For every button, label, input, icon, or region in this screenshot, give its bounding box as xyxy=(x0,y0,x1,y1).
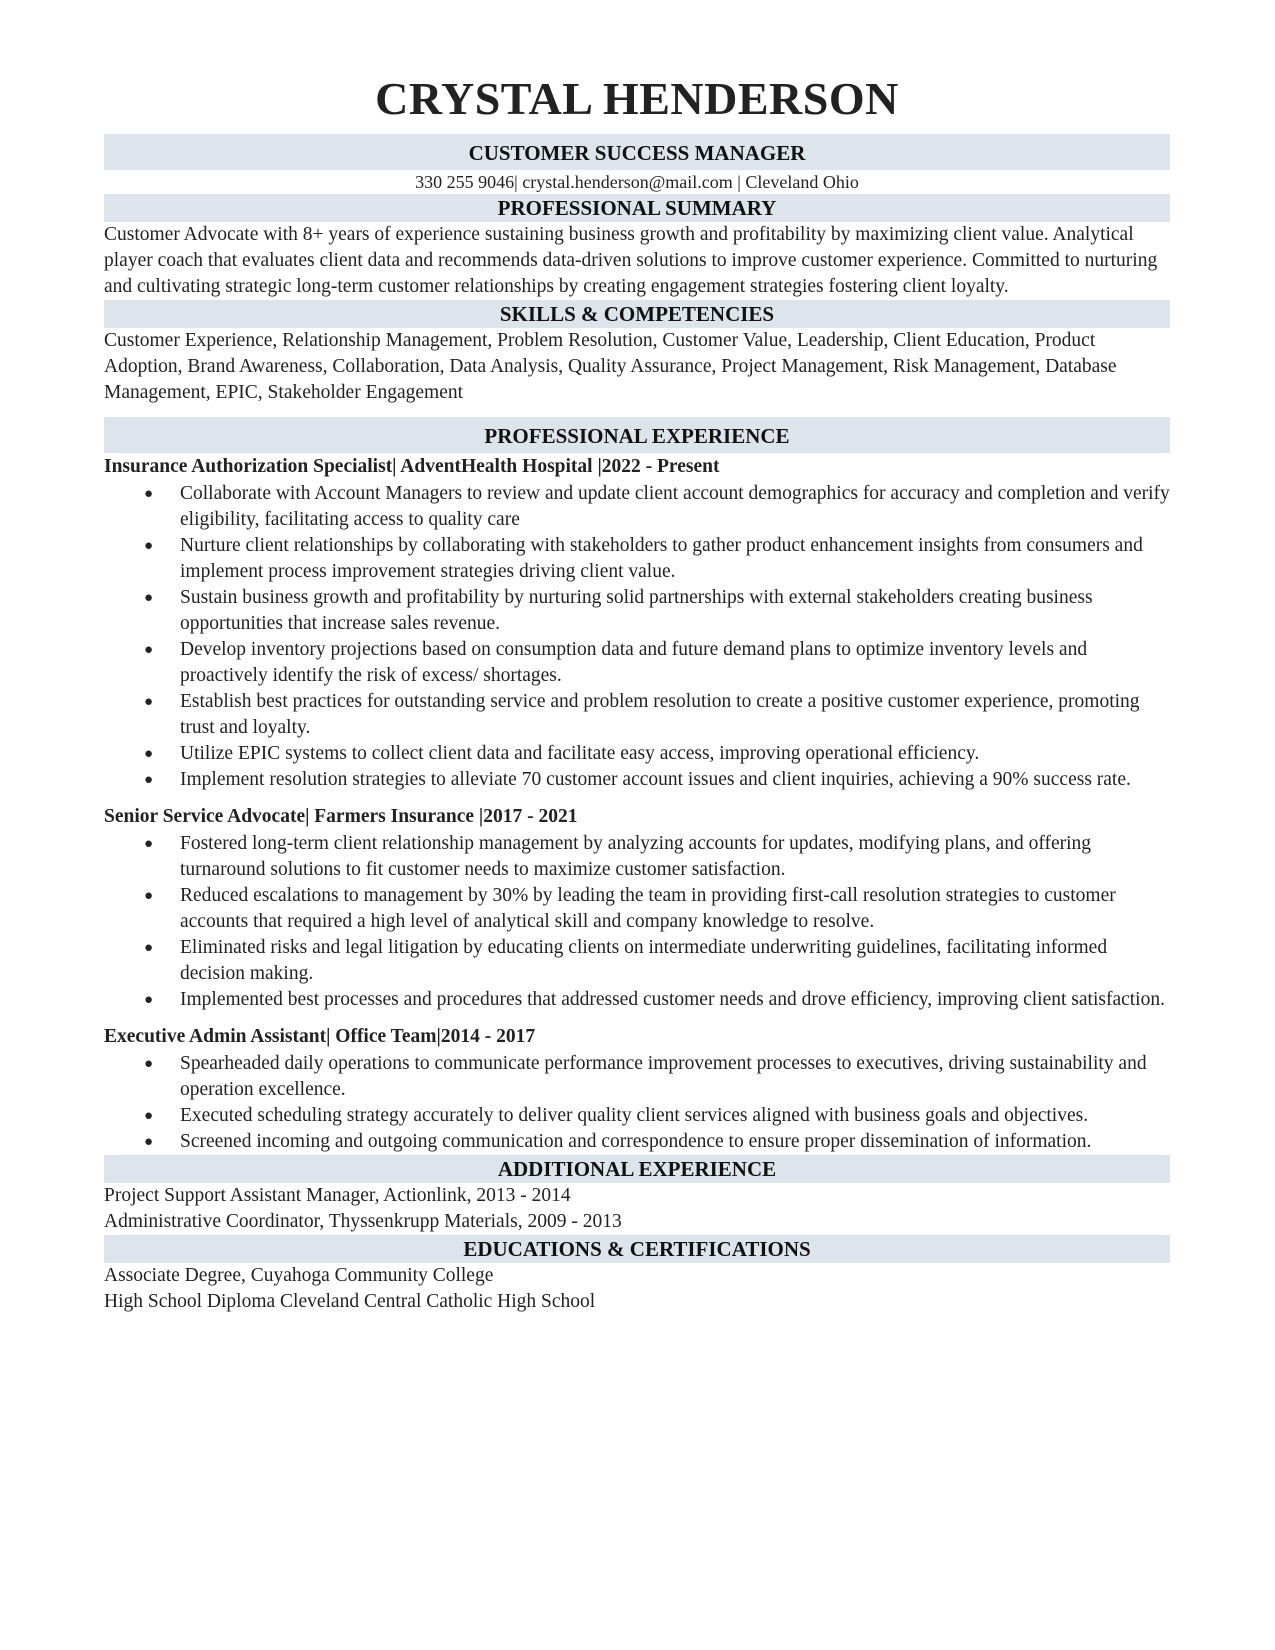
section-spacer xyxy=(104,406,1170,417)
list-item xyxy=(104,831,1170,883)
bullet-icon: ● xyxy=(144,836,154,852)
list-item xyxy=(104,767,1170,793)
list-item xyxy=(104,1129,1170,1155)
bullet-text: Utilize EPIC systems to collect client data and facilitate easy access, improving operational efficiency. xyxy=(180,743,980,764)
bullet-icon: ● xyxy=(144,694,154,710)
bullet-text: Sustain business growth and profitability by nurturing solid partnerships with external stakeholders creating business opportunities that increase sales revenue. xyxy=(180,587,1093,634)
bullet-text: Spearheaded daily operations to communicate performance improvement processes to executives, driving sustainability and operation excellence. xyxy=(180,1053,1147,1100)
experience-heading: PROFESSIONAL EXPERIENCE xyxy=(104,417,1170,453)
bullet-icon: ● xyxy=(144,642,154,658)
list-item xyxy=(104,1051,1170,1103)
job-title-band: CUSTOMER SUCCESS MANAGER xyxy=(104,134,1170,170)
bullet-icon: ● xyxy=(144,590,154,606)
list-item xyxy=(104,935,1170,987)
additional-item: Project Support Assistant Manager, Actionlink, 2013 - 2014 xyxy=(104,1185,571,1206)
list-item xyxy=(104,741,1170,767)
list-item xyxy=(104,883,1170,935)
bullet-icon: ● xyxy=(144,486,154,502)
job-bullets xyxy=(104,831,1170,1013)
bullet-icon: ● xyxy=(144,992,154,1008)
summary-heading: PROFESSIONAL SUMMARY xyxy=(104,194,1170,222)
additional-item: Administrative Coordinator, Thyssenkrupp Materials, 2009 - 2013 xyxy=(104,1211,622,1232)
job-header: Executive Admin Assistant| Office Team|2014 - 2017 xyxy=(104,1026,536,1047)
job-entry xyxy=(104,453,1170,793)
job-header: Insurance Authorization Specialist| AdventHealth Hospital |2022 - Present xyxy=(104,456,720,477)
bullet-text: Collaborate with Account Managers to review and update client account demographics for accuracy and completion and verify eligibility, facilitating access to quality care xyxy=(180,483,1170,530)
bullet-text: Nurture client relationships by collaborating with stakeholders to gather product enhancement insights from consumers and implement process improvement strategies driving client value. xyxy=(180,535,1143,582)
job-bullets xyxy=(104,481,1170,793)
summary-text: Customer Advocate with 8+ years of experience sustaining business growth and profitability by maximizing client value. Analytical player coach that evaluates client data and recommends data-driven solutions to improve customer experience. Committed to nurturing and cultivating strategic long-term customer relationships by creating engagement strategies fostering client loyalty. xyxy=(104,224,1158,297)
bullet-text: Fostered long-term client relationship management by analyzing accounts for updates, modifying plans, and offering turnaround solutions to fit customer needs to maximize customer satisfaction. xyxy=(180,833,1092,880)
candidate-name: CRYSTAL HENDERSON xyxy=(375,73,899,124)
bullet-icon: ● xyxy=(144,1056,154,1072)
bullet-icon: ● xyxy=(144,888,154,904)
bullet-text: Implement resolution strategies to alleviate 70 customer account issues and client inquiries, achieving a 90% success rate. xyxy=(180,769,1131,790)
job-bullets xyxy=(104,1051,1170,1155)
education-item: Associate Degree, Cuyahoga Community College xyxy=(104,1265,494,1286)
bullet-text: Develop inventory projections based on consumption data and future demand plans to optimize inventory levels and proactively identify the risk of excess/ shortages. xyxy=(180,639,1088,686)
list-item xyxy=(104,1103,1170,1129)
list-item xyxy=(104,585,1170,637)
education-heading: EDUCATIONS & CERTIFICATIONS xyxy=(104,1235,1170,1263)
skills-text: Customer Experience, Relationship Management, Problem Resolution, Customer Value, Leadership, Client Education, Product Adoption, Brand Awareness, Collaboration, Data Analysis, Quality Assurance, Project Management, Risk Management, Database Management, EPIC, Stakeholder Engagement xyxy=(104,330,1117,403)
list-item xyxy=(104,689,1170,741)
list-item xyxy=(104,533,1170,585)
job-entry xyxy=(104,1023,1170,1155)
resume-page xyxy=(104,70,1170,1315)
education-item: High School Diploma Cleveland Central Catholic High School xyxy=(104,1291,596,1312)
list-item xyxy=(104,637,1170,689)
bullet-text: Eliminated risks and legal litigation by educating clients on intermediate underwriting guidelines, facilitating informed decision making. xyxy=(180,937,1108,984)
list-item xyxy=(104,481,1170,533)
list-item xyxy=(104,987,1170,1013)
bullet-text: Establish best practices for outstanding service and problem resolution to create a positive customer experience, promoting trust and loyalty. xyxy=(180,691,1140,738)
bullet-icon: ● xyxy=(144,772,154,788)
bullet-text: Executed scheduling strategy accurately to deliver quality client services aligned with business goals and objectives. xyxy=(180,1105,1089,1126)
bullet-icon: ● xyxy=(144,1134,154,1150)
bullet-icon: ● xyxy=(144,746,154,762)
bullet-icon: ● xyxy=(144,940,154,956)
bullet-icon: ● xyxy=(144,538,154,554)
bullet-text: Reduced escalations to management by 30% by leading the team in providing first-call resolution strategies to customer accounts that required a high level of analytical skill and company knowledge to resolve. xyxy=(180,885,1116,932)
bullet-text: Screened incoming and outgoing communication and correspondence to ensure proper dissemination of information. xyxy=(180,1131,1092,1152)
bullet-text: Implemented best processes and procedures that addressed customer needs and drove efficiency, improving client satisfaction. xyxy=(180,989,1165,1010)
skills-heading: SKILLS & COMPETENCIES xyxy=(104,300,1170,328)
bullet-icon: ● xyxy=(144,1108,154,1124)
contact-line: 330 255 9046| crystal.henderson@mail.com | Cleveland Ohio xyxy=(415,172,859,192)
job-header: Senior Service Advocate| Farmers Insurance |2017 - 2021 xyxy=(104,806,578,827)
additional-heading: ADDITIONAL EXPERIENCE xyxy=(104,1155,1170,1183)
job-entry xyxy=(104,803,1170,1013)
